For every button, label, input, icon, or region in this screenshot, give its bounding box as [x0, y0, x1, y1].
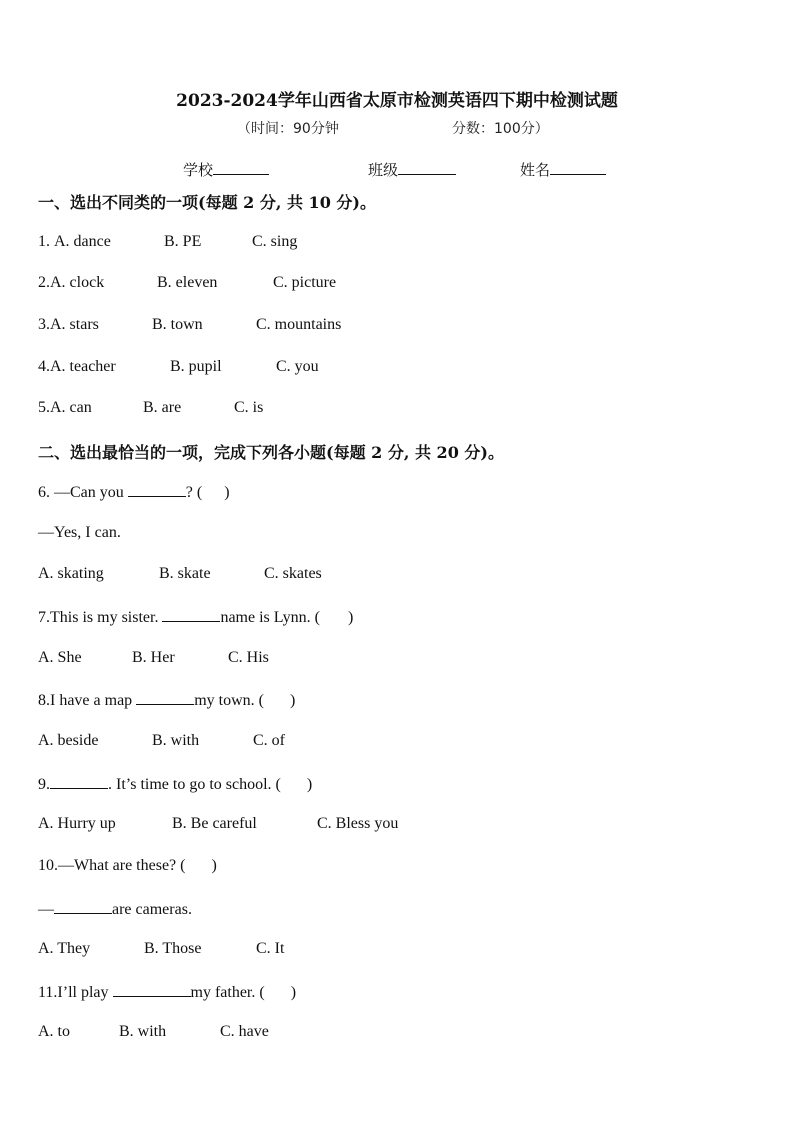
option-c[interactable]: C. have [220, 1023, 269, 1040]
question-7: 7.This is my sister. name is Lynn. ( ) [38, 609, 354, 626]
answer-blank[interactable] [50, 774, 108, 789]
question-10-answer: — are cameras. [38, 901, 192, 918]
option-b[interactable]: B. with [152, 732, 200, 749]
option-a[interactable]: A. Hurry up [38, 815, 116, 832]
option-b[interactable]: B. Those [144, 940, 202, 957]
option-c[interactable]: C. sing [252, 233, 298, 250]
option-b[interactable]: B. Be careful [172, 815, 257, 832]
question-4: 4.A. teacher B. pupil C. you [38, 358, 319, 375]
question-6-options [38, 565, 322, 583]
question-1: 1. A. dance B. PE C. sing [38, 233, 298, 250]
section-2-heading: 二、选出最恰当的一项，完成下列各小题(每题 2 分, 共 20 分)。 [38, 443, 504, 462]
option-c[interactable]: C. It [256, 940, 285, 957]
class-label: 班级 [368, 161, 399, 179]
question-11: 11.I’ll play my father. ( ) [38, 984, 297, 1001]
option-b[interactable]: B. PE [164, 233, 202, 250]
option-b[interactable]: B. town [152, 316, 203, 333]
answer-blank[interactable] [128, 482, 186, 497]
option-b[interactable]: B. skate [159, 565, 211, 582]
option-a[interactable]: A. to [38, 1023, 70, 1040]
option-a[interactable]: A. clock [50, 274, 105, 291]
option-a[interactable]: A. stars [50, 316, 99, 333]
name-field[interactable] [520, 159, 606, 180]
option-b[interactable]: B. Her [132, 649, 175, 666]
option-b[interactable]: B. pupil [170, 358, 222, 375]
question-9: 9. . It’s time to go to school. ( ) [38, 776, 313, 793]
option-a[interactable]: A. skating [38, 565, 104, 582]
question-10: 10.—What are these? ( ) [38, 857, 217, 874]
question-5: 5.A. can B. are C. is [38, 399, 264, 416]
name-blank[interactable] [550, 160, 606, 175]
question-6-answer: —Yes, I can. [38, 524, 121, 541]
answer-blank[interactable] [113, 982, 191, 997]
question-8-options [38, 732, 285, 750]
question-6: 6. —Can you ? ( ) [38, 484, 230, 501]
question-8: 8.I have a map my town. ( ) [38, 692, 296, 709]
exam-title: 2023-2024学年山西省太原市检测英语四下期中检测试题 [176, 91, 618, 111]
option-c[interactable]: C. His [228, 649, 269, 666]
option-c[interactable]: C. you [276, 358, 319, 375]
option-c[interactable]: C. is [234, 399, 264, 416]
class-field[interactable] [368, 159, 456, 180]
option-b[interactable]: B. eleven [157, 274, 218, 291]
option-c[interactable]: C. of [253, 732, 285, 749]
option-a[interactable]: A. can [50, 399, 92, 416]
answer-blank[interactable] [136, 690, 194, 705]
class-blank[interactable] [398, 160, 456, 175]
answer-blank[interactable] [162, 607, 220, 622]
option-b[interactable]: B. with [119, 1023, 167, 1040]
option-c[interactable]: C. picture [273, 274, 337, 291]
school-blank[interactable] [213, 160, 269, 175]
section-1-heading: 一、选出不同类的一项(每题 2 分, 共 10 分)。 [38, 193, 376, 212]
school-label: 学校 [183, 161, 214, 179]
option-a[interactable]: A. beside [38, 732, 99, 749]
option-a[interactable]: A. teacher [50, 358, 116, 375]
question-10-options [38, 940, 284, 958]
school-field[interactable] [183, 159, 269, 180]
answer-blank[interactable] [54, 899, 112, 914]
name-label: 姓名 [520, 161, 551, 179]
question-11-options [38, 1023, 269, 1041]
time-label: （时间：90分钟 [237, 121, 339, 137]
option-a[interactable]: A. She [38, 649, 82, 666]
question-2: 2.A. clock B. eleven C. picture [38, 274, 337, 291]
option-c[interactable]: C. Bless you [317, 815, 399, 832]
option-a[interactable]: A. dance [54, 233, 111, 250]
question-3: 3.A. stars B. town C. mountains [38, 316, 342, 333]
score-label: 分数：100分） [452, 121, 549, 137]
question-7-options [38, 649, 269, 667]
option-b[interactable]: B. are [143, 399, 182, 416]
question-9-options [38, 815, 398, 833]
option-c[interactable]: C. skates [264, 565, 322, 582]
option-c[interactable]: C. mountains [256, 316, 342, 333]
option-a[interactable]: A. They [38, 940, 91, 957]
